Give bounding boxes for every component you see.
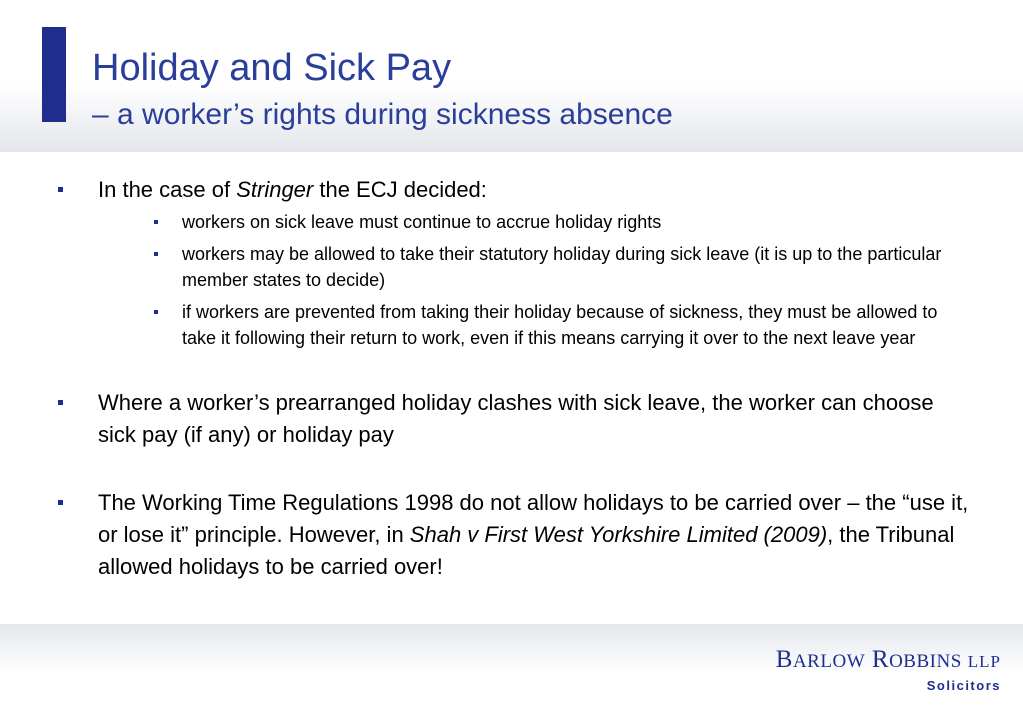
square-bullet-icon (58, 187, 63, 192)
sub-bullet (98, 241, 973, 293)
barlow-robbins-logo (776, 646, 1001, 694)
square-bullet-icon (154, 220, 158, 224)
slide-content (58, 170, 973, 583)
sub-bullet-text: workers may be allowed to take their statutory holiday during sick leave (it is up to the particular member states to decide) (182, 244, 942, 290)
bullet-holiday-clash (58, 387, 973, 451)
slide-title: Holiday and Sick Pay (92, 47, 452, 89)
logo-o-glyph: O (889, 651, 904, 672)
bullet-text-before: In the case of (98, 177, 237, 202)
case-name-stringer: Stringer (236, 177, 314, 202)
bullet-stringer (58, 174, 973, 351)
slide-subtitle: – a worker’s rights during sickness absence (92, 98, 673, 131)
square-bullet-icon (58, 400, 63, 405)
title-accent-bar (42, 27, 66, 122)
bullet-working-time-regulations (58, 487, 973, 583)
logo-subtitle: Solicitors (926, 678, 1001, 693)
bullet-text-after: the ECJ decided: (313, 177, 487, 202)
bullet-text-before: The Working Time Regulations 1998 do not allow holidays to be carried over – the “use it, or lose it” principle. However, in (98, 490, 969, 547)
square-bullet-icon (58, 500, 63, 505)
sub-bullet (98, 299, 973, 351)
stringer-sublist (98, 209, 973, 351)
case-name-shah: Shah v First West Yorkshire Limited (2009) (409, 522, 828, 547)
logo-o-glyph: O (832, 651, 847, 672)
square-bullet-icon (154, 252, 158, 256)
sub-bullet-text: if workers are prevented from taking their holiday because of sickness, they must be allowed to take it following their return to work, even if this means carrying it over to the next leave year (182, 302, 938, 348)
sub-bullet (98, 209, 973, 235)
logo-llp: LLP (967, 652, 1001, 671)
logo-wordmark: BARLOW ROBBINS LLP (775, 646, 1001, 673)
bullet-text: Where a worker’s prearranged holiday clashes with sick leave, the worker can choose sick pay (if any) or holiday pay (98, 390, 934, 447)
square-bullet-icon (154, 310, 158, 314)
sub-bullet-text: workers on sick leave must continue to accrue holiday rights (182, 212, 662, 232)
bullet-text-after: , the Tribunal allowed holidays to be carried over! (98, 522, 955, 579)
